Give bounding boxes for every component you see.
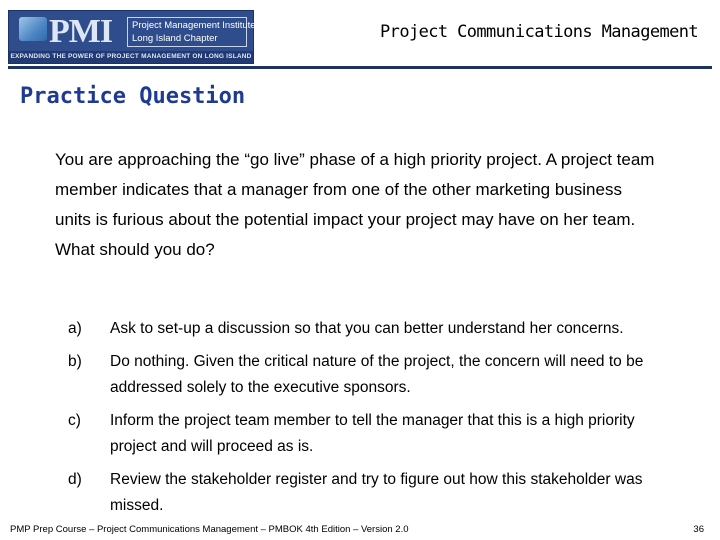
- pmi-logo: [8, 10, 254, 64]
- answer-option-c[interactable]: [68, 408, 658, 460]
- option-letter: c): [68, 412, 81, 429]
- slide-footer: [10, 524, 704, 535]
- logo-top-band: [9, 11, 256, 51]
- answer-options: [68, 316, 658, 526]
- section-title: Practice Question: [20, 84, 246, 109]
- option-text: Review the stakeholder register and try to figure out how this stakeholder was missed.: [110, 471, 643, 514]
- question-text: You are approaching the “go live” phase of a high priority project. A project team member indicates that a manager from one of the other marketing business units is furious about the potential impact your project may have on her team. What should you do?: [55, 150, 655, 259]
- footer-course-label: PMP Prep Course – Project Communications Management – PMBOK 4th Edition – Version 2.0: [10, 524, 409, 535]
- long-island-map-icon: [19, 17, 47, 41]
- header-divider: [8, 66, 712, 69]
- slide-header-title: Project Communications Management: [380, 22, 698, 42]
- logo-text-box: [127, 17, 256, 47]
- option-letter: d): [68, 471, 82, 488]
- logo-org-name: Project Management Institute: [132, 20, 256, 31]
- logo-tagline: EXPANDING THE POWER OF PROJECT MANAGEMENT ON LONG ISLAND: [9, 51, 253, 63]
- page-number: 36: [693, 524, 704, 535]
- option-letter: b): [68, 353, 82, 370]
- option-text: Ask to set-up a discussion so that you can better understand her concerns.: [110, 320, 624, 337]
- option-text: Inform the project team member to tell the manager that this is a high priority project and will proceed as is.: [110, 412, 635, 455]
- answer-option-a[interactable]: [68, 316, 658, 342]
- answer-option-b[interactable]: [68, 349, 658, 401]
- answer-option-d[interactable]: [68, 467, 658, 519]
- option-text: Do nothing. Given the critical nature of the project, the concern will need to be addressed solely to the executive sponsors.: [110, 353, 644, 396]
- logo-chapter-name: Long Island Chapter: [132, 33, 218, 44]
- option-letter: a): [68, 320, 82, 337]
- logo-pmi-mark: PMI: [49, 13, 113, 50]
